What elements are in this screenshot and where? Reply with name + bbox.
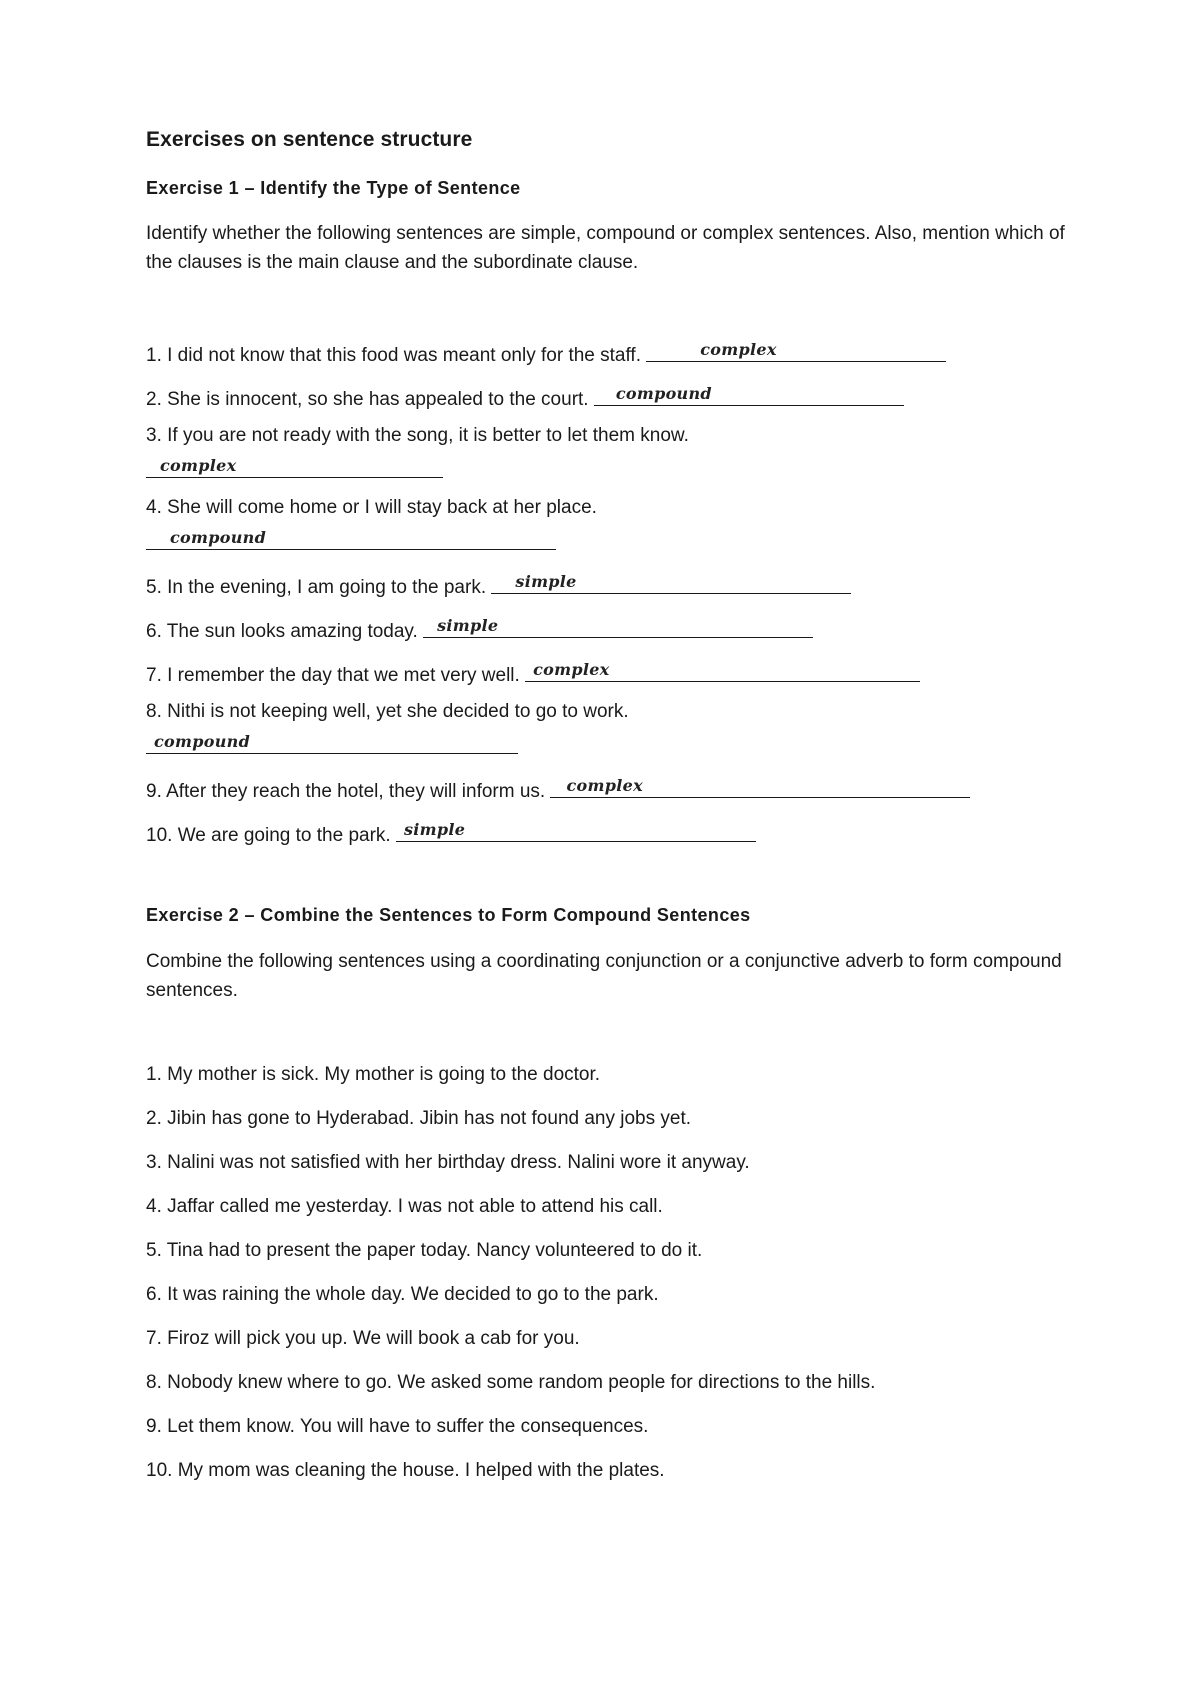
handwritten-answer: simple <box>437 616 499 635</box>
answer-blank[interactable] <box>550 773 970 797</box>
handwritten-answer: simple <box>515 572 577 591</box>
exercise-1-item-4 <box>146 497 597 519</box>
handwritten-answer: complex <box>566 776 643 795</box>
exercise-2-item: 1. My mother is sick. My mother is going to the doctor. <box>146 1064 601 1085</box>
question-text: 2. She is innocent, so she has appealed to the court. <box>146 389 594 410</box>
handwritten-answer: compound <box>154 732 251 751</box>
question-text: 6. The sun looks amazing today. <box>146 621 424 642</box>
question-text: 4. She will come home or I will stay back at her place. <box>146 497 597 518</box>
answer-blank[interactable] <box>146 729 518 753</box>
exercise-1-item-3-answer-line <box>146 453 443 483</box>
handwritten-answer: complex <box>700 340 777 359</box>
question-text: 3. If you are not ready with the song, it is better to let them know. <box>146 425 689 446</box>
handwritten-answer: complex <box>533 660 610 679</box>
document-title: Exercises on sentence structure <box>146 128 473 151</box>
exercise-2-item: 10. My mom was cleaning the house. I helped with the plates. <box>146 1460 665 1481</box>
exercise-1-item-8-answer-line <box>146 729 518 759</box>
answer-blank[interactable] <box>146 525 556 549</box>
exercise-2-item: 8. Nobody knew where to go. We asked some random people for directions to the hills. <box>146 1372 876 1393</box>
handwritten-answer: compound <box>170 528 267 547</box>
answer-blank[interactable] <box>396 817 756 841</box>
question-text: 8. Nithi is not keeping well, yet she decided to go to work. <box>146 701 629 722</box>
exercise-1-item-10 <box>146 817 756 847</box>
exercise-2-heading: Exercise 2 – Combine the Sentences to Form Compound Sentences <box>146 905 751 925</box>
answer-blank[interactable] <box>423 613 813 637</box>
handwritten-answer: simple <box>403 820 466 839</box>
exercise-2-item: 3. Nalini was not satisfied with her birthday dress. Nalini wore it anyway. <box>146 1152 750 1173</box>
exercise-1-item-4-answer-line <box>146 525 556 555</box>
exercise-1-instructions: Identify whether the following sentences are simple, compound or complex sentences. Also, mention which of the clauses is the main clause and the subordinate clause. <box>146 223 1065 273</box>
exercise-1-item-9 <box>146 773 970 803</box>
handwritten-answer: compound <box>615 384 712 403</box>
exercise-1-item-1 <box>146 337 946 367</box>
exercise-2-item: 9. Let them know. You will have to suffer the consequences. <box>146 1416 649 1437</box>
answer-blank[interactable] <box>491 569 851 593</box>
handwritten-answer: complex <box>160 456 237 475</box>
exercise-2-item: 2. Jibin has gone to Hyderabad. Jibin has not found any jobs yet. <box>146 1108 692 1129</box>
answer-blank[interactable] <box>594 381 904 405</box>
exercise-1-item-3 <box>146 425 689 447</box>
question-text: 7. I remember the day that we met very well. <box>146 665 526 686</box>
exercise-2-item: 4. Jaffar called me yesterday. I was not able to attend his call. <box>146 1196 663 1217</box>
exercise-1-item-5 <box>146 569 851 599</box>
answer-blank[interactable] <box>146 453 443 477</box>
worksheet-page <box>146 0 1076 1697</box>
exercise-1-item-8 <box>146 701 629 723</box>
answer-blank[interactable] <box>525 657 920 681</box>
question-text: 10. We are going to the park. <box>146 825 396 846</box>
exercise-1-item-2 <box>146 381 904 411</box>
exercise-2-item: 6. It was raining the whole day. We decided to go to the park. <box>146 1284 659 1305</box>
exercise-2-item: 5. Tina had to present the paper today. Nancy volunteered to do it. <box>146 1240 703 1261</box>
question-text: 1. I did not know that this food was meant only for the staff. <box>146 345 647 366</box>
answer-blank[interactable] <box>646 337 946 361</box>
question-text: 5. In the evening, I am going to the park. <box>146 577 492 598</box>
exercise-2-item: 7. Firoz will pick you up. We will book a cab for you. <box>146 1328 580 1349</box>
exercise-1-item-6 <box>146 613 813 643</box>
exercise-2-instructions: Combine the following sentences using a coordinating conjunction or a conjunctive adverb to form compound sentences. <box>146 951 1062 1001</box>
question-text: 9. After they reach the hotel, they will inform us. <box>146 781 551 802</box>
exercise-1-item-7 <box>146 657 920 687</box>
exercise-1-heading: Exercise 1 – Identify the Type of Sentence <box>146 178 521 198</box>
